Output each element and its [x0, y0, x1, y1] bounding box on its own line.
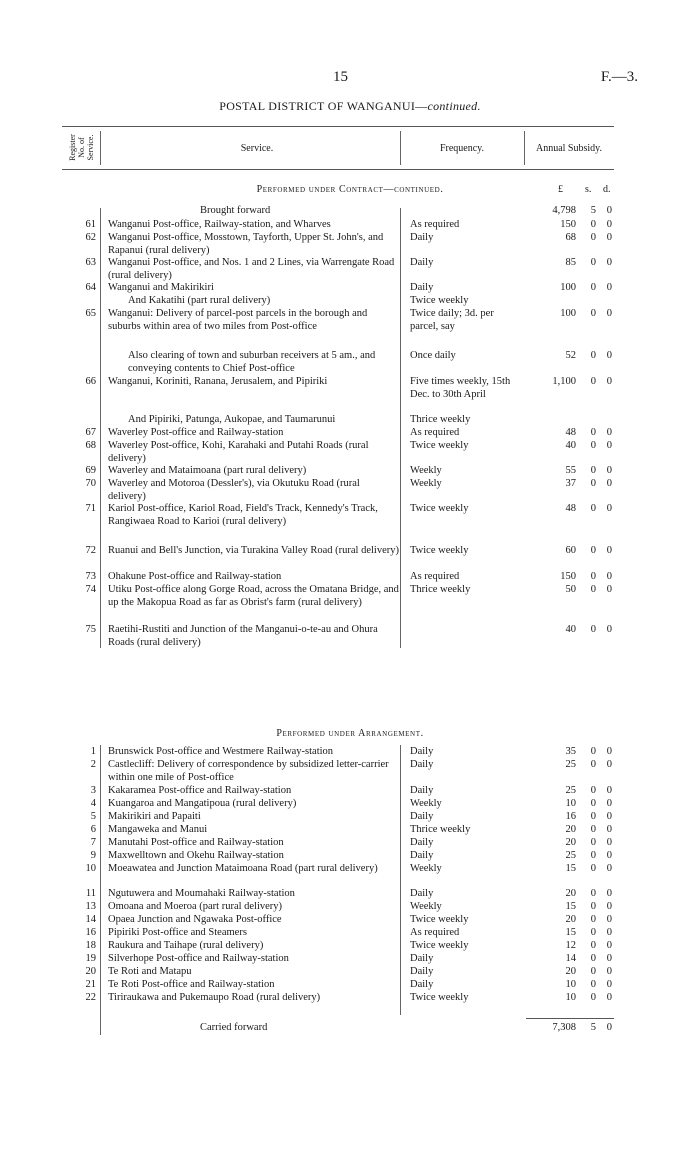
subsidy-pence: 0: [606, 888, 612, 899]
register-number: 75: [85, 624, 96, 635]
subsidy-pounds: 12: [565, 940, 576, 951]
service-text: Omoana and Moeroa (part rural delivery): [108, 901, 283, 912]
subsidy-shillings: 0: [590, 966, 596, 977]
brought-forward-pounds: 4,798: [552, 205, 576, 216]
service-text: Wanganui Post-office, and Nos. 1 and 2 Lines, via Warrengate Road (rural delivery): [108, 257, 395, 281]
header-subsidy: Annual Subsidy.: [535, 142, 603, 154]
subsidy-pounds: 10: [565, 798, 576, 809]
frequency-text: Daily: [410, 979, 434, 990]
header-frequency: Frequency.: [439, 142, 485, 154]
register-number: 11: [85, 888, 96, 899]
subsidy-pounds: 10: [565, 992, 576, 1003]
frequency-text: Daily: [410, 785, 434, 796]
service-text: Tiriraukawa and Pukemaupo Road (rural delivery): [108, 992, 321, 1003]
service-text: And Kakatihi (part rural delivery): [128, 295, 271, 306]
frequency-text: Daily: [410, 837, 434, 848]
frequency-text: Weekly: [410, 478, 442, 489]
subsidy-pounds: 1,100: [552, 376, 576, 387]
service-text: Castlecliff: Delivery of correspondence by subsidized letter-carrier within one mile of Post-office: [108, 759, 389, 783]
frequency-text: As required: [410, 927, 460, 938]
column-rule: [100, 745, 101, 1035]
service-text: And Pipiriki, Patunga, Aukopae, and Taumarunui: [128, 414, 336, 425]
register-number: 68: [85, 440, 96, 451]
frequency-text: Daily: [410, 759, 434, 770]
subsidy-pence: 0: [606, 257, 612, 268]
subsidy-pence: 0: [606, 624, 612, 635]
register-number: 21: [85, 979, 96, 990]
subsidy-pounds: 60: [565, 545, 576, 556]
subsidy-pounds: 10: [565, 979, 576, 990]
subsidy-pence: 0: [606, 376, 612, 387]
subsidy-shillings: 0: [590, 888, 596, 899]
unit-pence: d.: [603, 184, 611, 195]
subsidy-pounds: 100: [560, 282, 576, 293]
service-text: Ruanui and Bell's Junction, via Turakina Valley Road (rural delivery): [108, 545, 399, 556]
frequency-text: As required: [410, 571, 460, 582]
subsidy-shillings: 0: [590, 427, 596, 438]
service-text: Also clearing of town and suburban receivers at 5 am., and conveying contents to Chief Post-office: [128, 350, 376, 374]
frequency-text: Once daily: [410, 350, 456, 361]
subsidy-shillings: 0: [590, 571, 596, 582]
subsidy-pounds: 14: [565, 953, 576, 964]
register-number: 66: [85, 376, 96, 387]
column-rule: [100, 208, 101, 648]
subsidy-shillings: 0: [590, 376, 596, 387]
subsidy-pounds: 20: [565, 914, 576, 925]
register-number: 3: [90, 785, 96, 796]
frequency-text: Daily: [410, 850, 434, 861]
register-number: 71: [85, 503, 96, 514]
header-register-line: Register: [67, 133, 77, 161]
service-text: Wanganui: Delivery of parcel-post parcels in the borough and suburbs within area of two miles from Post-office: [108, 308, 368, 332]
subsidy-pence: 0: [606, 953, 612, 964]
unit-pound: £: [558, 184, 563, 195]
subsidy-pence: 0: [606, 503, 612, 514]
subsidy-shillings: 0: [590, 992, 596, 1003]
subsidy-shillings: 0: [590, 308, 596, 319]
subsidy-shillings: 0: [590, 350, 596, 361]
service-text: Waverley Post-office and Railway-station: [108, 427, 284, 438]
subsidy-pounds: 15: [565, 863, 576, 874]
subsidy-pounds: 20: [565, 966, 576, 977]
subsidy-pounds: 16: [565, 811, 576, 822]
register-number: 70: [85, 478, 96, 489]
service-text: Kuangaroa and Mangatipoua (rural delivery): [108, 798, 297, 809]
subsidy-pence: 0: [606, 465, 612, 476]
unit-shilling: s.: [585, 184, 592, 195]
subsidy-pence: 0: [606, 219, 612, 230]
frequency-text: Weekly: [410, 901, 442, 912]
register-number: 61: [85, 219, 96, 230]
subsidy-pence: 0: [606, 571, 612, 582]
register-number: 1: [90, 746, 96, 757]
service-text: Silverhope Post-office and Railway-station: [108, 953, 289, 964]
frequency-text: Twice weekly: [410, 440, 469, 451]
subsidy-shillings: 0: [590, 953, 596, 964]
section-heading-contract: [0, 184, 700, 195]
register-number: 74: [85, 584, 96, 595]
subsidy-pence: 0: [606, 992, 612, 1003]
subsidy-pounds: 25: [565, 759, 576, 770]
service-text: Waverley and Mataimoana (part rural delivery): [108, 465, 307, 476]
frequency-text: Daily: [410, 746, 434, 757]
header-divider: [524, 131, 525, 165]
subsidy-shillings: 0: [590, 478, 596, 489]
service-text: Wanganui Post-office, Mosstown, Tayforth, Upper St. John's, and Rapanui (rural delivery): [108, 232, 384, 256]
service-text: Te Roti Post-office and Railway-station: [108, 979, 275, 990]
subsidy-shillings: 0: [590, 545, 596, 556]
register-number: 20: [85, 966, 96, 977]
frequency-text: Daily: [410, 811, 434, 822]
title-main: POSTAL DISTRICT OF WANGANUI—: [219, 99, 428, 113]
subsidy-shillings: 0: [590, 798, 596, 809]
header-register-line: Service.: [85, 134, 95, 161]
column-rule: [400, 745, 401, 1015]
service-text: Makirikiri and Papaiti: [108, 811, 201, 822]
subsidy-pence: 0: [606, 478, 612, 489]
subsidy-pence: 0: [606, 979, 612, 990]
subsidy-pence: 0: [606, 232, 612, 243]
subsidy-pence: 0: [606, 798, 612, 809]
subsidy-pence: 0: [606, 350, 612, 361]
subsidy-pounds: 48: [565, 503, 576, 514]
document-reference: F.—3.: [600, 69, 638, 85]
service-text: Maxwelltown and Okehu Railway-station: [108, 850, 284, 861]
register-number: 62: [85, 232, 96, 243]
subsidy-pence: 0: [606, 914, 612, 925]
frequency-text: Thrice weekly: [410, 824, 471, 835]
service-text: Ohakune Post-office and Railway-station: [108, 571, 282, 582]
header-register: [62, 126, 100, 168]
subsidy-pounds: 85: [565, 257, 576, 268]
frequency-text: Daily: [410, 953, 434, 964]
register-number: 67: [85, 427, 96, 438]
subsidy-pence: 0: [606, 785, 612, 796]
subsidy-pence: 0: [606, 746, 612, 757]
subsidy-pounds: 52: [565, 350, 576, 361]
frequency-text: Weekly: [410, 798, 442, 809]
frequency-text: Five times weekly, 15th Dec. to 30th April: [410, 376, 511, 400]
subsidy-pounds: 20: [565, 824, 576, 835]
frequency-text: Thrice weekly: [410, 414, 471, 425]
subsidy-pounds: 25: [565, 785, 576, 796]
subsidy-pence: 0: [606, 811, 612, 822]
carried-forward-label: Carried forward: [200, 1022, 268, 1033]
register-number: 5: [90, 811, 96, 822]
service-text: Kariol Post-office, Kariol Road, Field's Track, Kennedy's Track, Rangiwaea Road to Karioi (rural delivery): [108, 503, 378, 527]
subsidy-shillings: 0: [590, 465, 596, 476]
subsidy-pence: 0: [606, 440, 612, 451]
register-number: 64: [85, 282, 96, 293]
subsidy-shillings: 0: [590, 759, 596, 770]
brought-forward-label: Brought forward: [200, 205, 271, 216]
subsidy-pence: 0: [606, 427, 612, 438]
total-rule: [526, 1018, 614, 1019]
section-arrangement-text: Performed under Arrangement.: [276, 728, 424, 739]
frequency-text: Weekly: [410, 863, 442, 874]
service-text: Pipiriki Post-office and Steamers: [108, 927, 247, 938]
service-text: Wanganui Post-office, Railway-station, and Wharves: [108, 219, 331, 230]
frequency-text: As required: [410, 219, 460, 230]
frequency-text: Weekly: [410, 465, 442, 476]
subsidy-pence: 0: [606, 824, 612, 835]
frequency-text: Twice weekly: [410, 914, 469, 925]
subsidy-pounds: 40: [565, 440, 576, 451]
subsidy-shillings: 0: [590, 811, 596, 822]
column-rule: [400, 208, 401, 648]
register-number: 7: [90, 837, 96, 848]
section-heading-arrangement: [0, 728, 700, 739]
page-title: [0, 99, 700, 114]
register-number: 63: [85, 257, 96, 268]
brought-forward-shillings: 5: [590, 205, 596, 216]
register-number: 73: [85, 571, 96, 582]
subsidy-pounds: 50: [565, 584, 576, 595]
service-text: Kakaramea Post-office and Railway-station: [108, 785, 292, 796]
subsidy-pence: 0: [606, 837, 612, 848]
carried-forward-shillings: 5: [590, 1022, 596, 1033]
register-number: 65: [85, 308, 96, 319]
subsidy-pence: 0: [606, 927, 612, 938]
subsidy-shillings: 0: [590, 837, 596, 848]
subsidy-shillings: 0: [590, 440, 596, 451]
frequency-text: Daily: [410, 966, 434, 977]
subsidy-pence: 0: [606, 545, 612, 556]
header-service: Service.: [240, 142, 274, 154]
service-text: Brunswick Post-office and Westmere Railway-station: [108, 746, 334, 757]
service-text: Wanganui, Koriniti, Ranana, Jerusalem, and Pipiriki: [108, 376, 328, 387]
subsidy-shillings: 0: [590, 257, 596, 268]
table-header: [62, 126, 614, 170]
subsidy-pounds: 150: [560, 219, 576, 230]
service-text: Wanganui and Makirikiri: [108, 282, 214, 293]
frequency-text: Daily: [410, 257, 434, 268]
subsidy-pence: 0: [606, 901, 612, 912]
subsidy-shillings: 0: [590, 927, 596, 938]
subsidy-pence: 0: [606, 940, 612, 951]
subsidy-shillings: 0: [590, 503, 596, 514]
subsidy-shillings: 0: [590, 624, 596, 635]
service-text: Waverley and Motoroa (Dessler's), via Okutuku Road (rural delivery): [108, 478, 360, 502]
register-number: 6: [90, 824, 96, 835]
frequency-text: Daily: [410, 282, 434, 293]
subsidy-pence: 0: [606, 863, 612, 874]
subsidy-shillings: 0: [590, 979, 596, 990]
service-text: Opaea Junction and Ngawaka Post-office: [108, 914, 282, 925]
subsidy-pounds: 35: [565, 746, 576, 757]
subsidy-shillings: 0: [590, 785, 596, 796]
register-number: 14: [85, 914, 96, 925]
frequency-text: Twice daily; 3d. per parcel, say: [410, 308, 494, 332]
subsidy-shillings: 0: [590, 940, 596, 951]
service-text: Manutahi Post-office and Railway-station: [108, 837, 284, 848]
frequency-text: As required: [410, 427, 460, 438]
header-divider: [100, 131, 101, 165]
frequency-text: Twice weekly: [410, 503, 469, 514]
carried-forward-pence: 0: [606, 1022, 612, 1033]
subsidy-shillings: 0: [590, 863, 596, 874]
subsidy-pounds: 40: [565, 624, 576, 635]
register-number: 4: [90, 798, 96, 809]
register-number: 10: [85, 863, 96, 874]
register-number: 19: [85, 953, 96, 964]
subsidy-pounds: 20: [565, 837, 576, 848]
subsidy-pounds: 48: [565, 427, 576, 438]
subsidy-shillings: 0: [590, 584, 596, 595]
subsidy-shillings: 0: [590, 219, 596, 230]
subsidy-pence: 0: [606, 584, 612, 595]
subsidy-pence: 0: [606, 850, 612, 861]
subsidy-pounds: 15: [565, 901, 576, 912]
frequency-text: Twice weekly: [410, 295, 469, 306]
frequency-text: Twice weekly: [410, 992, 469, 1003]
register-number: 9: [90, 850, 96, 861]
service-text: Mangaweka and Manui: [108, 824, 208, 835]
register-number: 18: [85, 940, 96, 951]
frequency-text: Twice weekly: [410, 545, 469, 556]
register-number: 72: [85, 545, 96, 556]
frequency-text: Thrice weekly: [410, 584, 471, 595]
subsidy-pounds: 20: [565, 888, 576, 899]
subsidy-shillings: 0: [590, 824, 596, 835]
section-contract-text: Performed under Contract—continued.: [256, 184, 444, 195]
service-text: Ngutuwera and Moumahaki Railway-station: [108, 888, 295, 899]
subsidy-pounds: 68: [565, 232, 576, 243]
service-text: Waverley Post-office, Kohi, Karahaki and Putahi Roads (rural delivery): [108, 440, 369, 464]
service-text: Te Roti and Matapu: [108, 966, 192, 977]
service-text: Utiku Post-office along Gorge Road, across the Omatana Bridge, and up the Makopua Road as far as Obrist's farm (rural delivery): [108, 584, 399, 608]
register-number: 22: [85, 992, 96, 1003]
frequency-text: Daily: [410, 232, 434, 243]
subsidy-shillings: 0: [590, 746, 596, 757]
subsidy-pounds: 25: [565, 850, 576, 861]
page-number: 15: [333, 69, 348, 85]
subsidy-pence: 0: [606, 282, 612, 293]
subsidy-pounds: 37: [565, 478, 576, 489]
carried-forward-pounds: 7,308: [552, 1022, 576, 1033]
subsidy-pence: 0: [606, 759, 612, 770]
register-number: 13: [85, 901, 96, 912]
subsidy-pounds: 150: [560, 571, 576, 582]
service-text: Moeawatea and Junction Mataimoana Road (part rural delivery): [108, 863, 378, 874]
subsidy-pence: 0: [606, 966, 612, 977]
register-number: 16: [85, 927, 96, 938]
subsidy-pounds: 55: [565, 465, 576, 476]
header-register-line: No. of: [76, 136, 86, 158]
service-text: Raetihi-Rustiti and Junction of the Manganui-o-te-au and Ohura Roads (rural delivery): [108, 624, 378, 648]
service-text: Raukura and Taihape (rural delivery): [108, 940, 264, 951]
subsidy-pounds: 15: [565, 927, 576, 938]
title-continued: continued.: [427, 99, 481, 113]
subsidy-pence: 0: [606, 308, 612, 319]
subsidy-pounds: 100: [560, 308, 576, 319]
register-number: 2: [90, 759, 96, 770]
header-divider: [400, 131, 401, 165]
frequency-text: Daily: [410, 888, 434, 899]
subsidy-shillings: 0: [590, 850, 596, 861]
frequency-text: Twice weekly: [410, 940, 469, 951]
subsidy-shillings: 0: [590, 232, 596, 243]
register-number: 69: [85, 465, 96, 476]
subsidy-shillings: 0: [590, 901, 596, 912]
subsidy-shillings: 0: [590, 282, 596, 293]
subsidy-shillings: 0: [590, 914, 596, 925]
brought-forward-pence: 0: [606, 205, 612, 216]
